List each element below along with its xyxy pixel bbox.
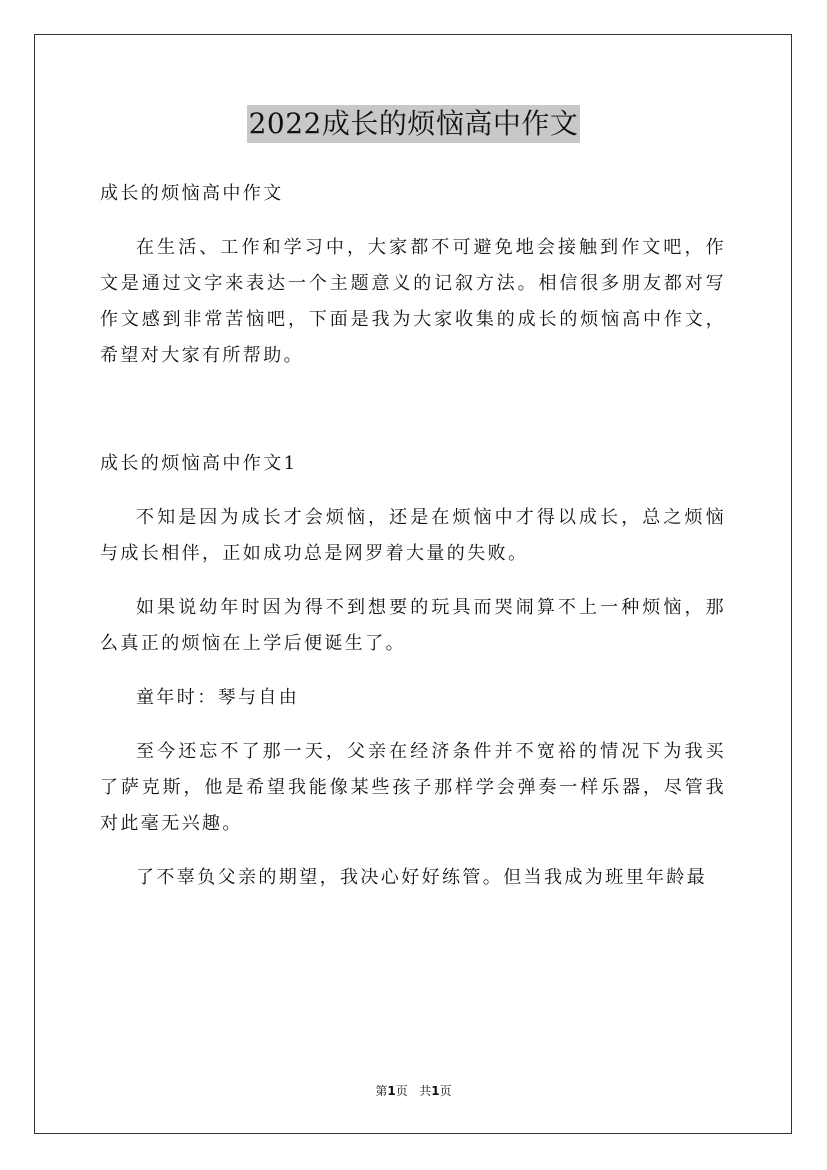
body-paragraph: 了不辜负父亲的期望，我决心好好练管。但当我成为班里年龄最 <box>136 867 708 888</box>
document-body <box>100 176 726 914</box>
subtitle-paragraph: 成长的烦恼高中作文 <box>100 183 284 204</box>
body-paragraph: 不知是因为成长才会烦恼，还是在烦恼中才得以成长，总之烦恼与成长相伴，正如成功总是网罗着大量的失败。 <box>100 507 726 564</box>
body-paragraph: 至今还忘不了那一天，父亲在经济条件并不宽裕的情况下为我买了萨克斯，他是希望我能像某些孩子那样学会弹奏一样乐器，尽管我对此毫无兴趣。 <box>100 741 726 834</box>
section-heading: 成长的烦恼高中作文1 <box>100 453 298 474</box>
total-label-suffix: 页 <box>439 1084 452 1098</box>
body-paragraph: 如果说幼年时因为得不到想要的玩具而哭闹算不上一种烦恼，那么真正的烦恼在上学后便诞生了。 <box>100 597 726 654</box>
intro-paragraph: 在生活、工作和学习中，大家都不可避免地会接触到作文吧，作文是通过文字来表达一个主题意义的记叙方法。相信很多朋友都对写作文感到非常苦恼吧，下面是我为大家收集的成长的烦恼高中作文，希望对大家有所帮助。 <box>100 237 726 366</box>
title-container <box>0 105 827 143</box>
total-label-prefix: 共 <box>419 1084 432 1098</box>
document-title: 2022成长的烦恼高中作文 <box>247 105 581 143</box>
total-pages: 1 <box>431 1084 440 1098</box>
subheading-paragraph: 童年时：琴与自由 <box>136 687 300 708</box>
page-footer <box>0 1082 827 1099</box>
page-label-suffix: 页 <box>395 1084 408 1098</box>
page-number: 1 <box>387 1084 396 1098</box>
page-label-prefix: 第 <box>375 1084 388 1098</box>
